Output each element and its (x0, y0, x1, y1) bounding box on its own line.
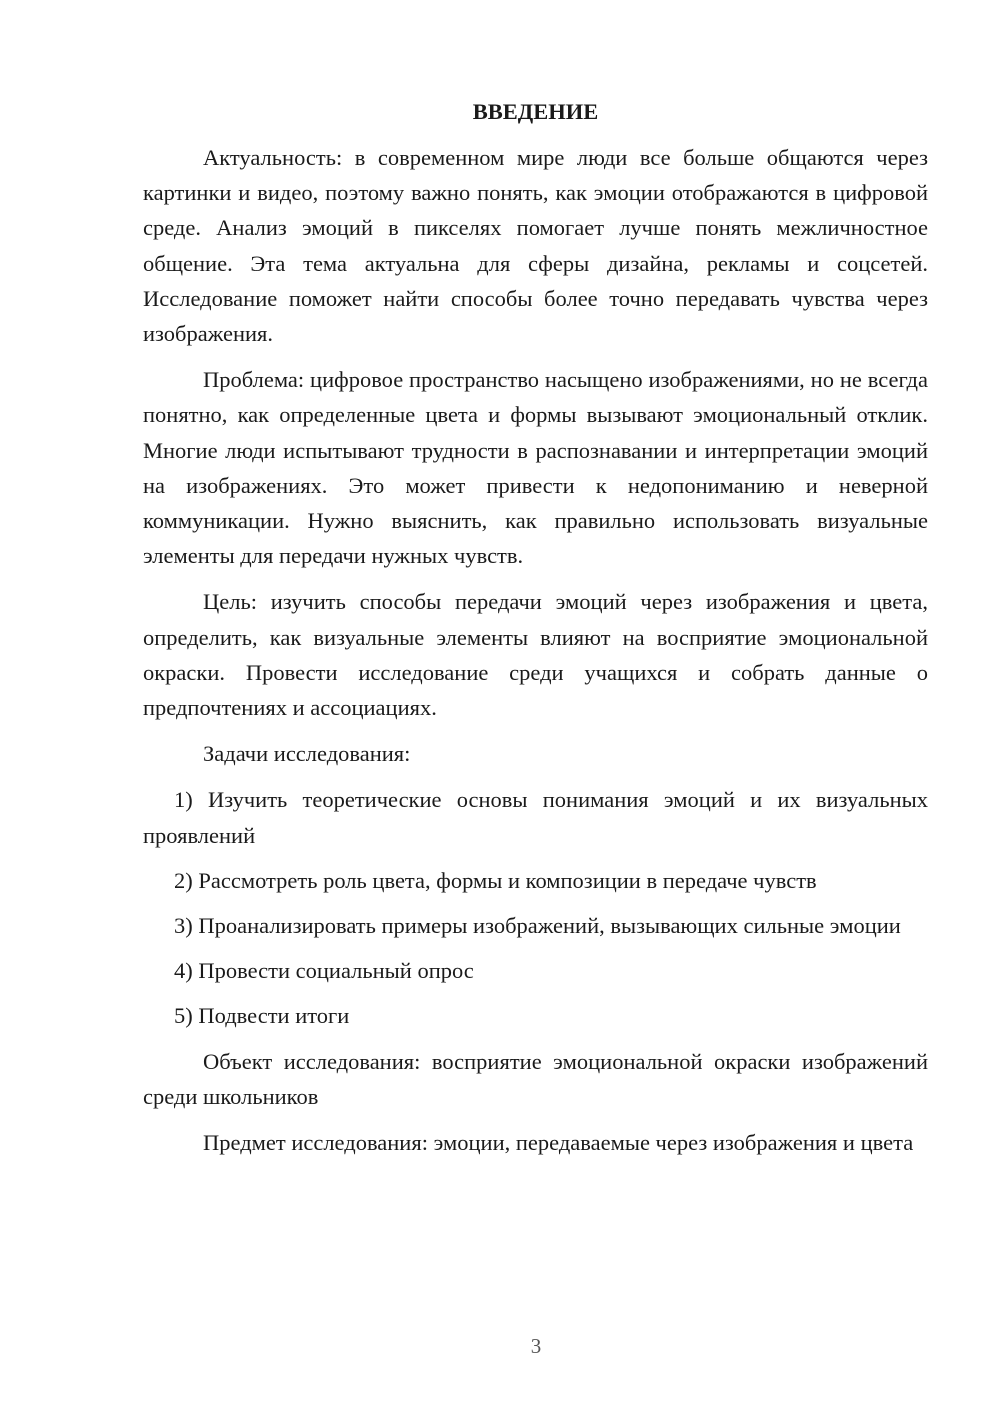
page-number: 3 (530, 1334, 542, 1358)
section-heading: ВВЕДЕНИЕ (472, 99, 599, 124)
problem-paragraph: Проблема: цифровое пространство насыщено изображениями, но не всегда понятно, как определенные цвета и формы вызывают эмоциональный отклик. Многие люди испытывают трудности в распознавании и интерпретации эмоций на изображениях. Это может привести к недопониманию и неверной коммуникации. Нужно выяснить, как правильно использовать визуальные элементы для передачи нужных чувств. (143, 367, 928, 569)
object-paragraph: Объект исследования: восприятие эмоциональной окраски изображений среди школьников (143, 1048, 928, 1109)
relevance-paragraph: Актуальность: в современном мире люди все больше общаются через картинки и видео, поэтому важно понять, как эмоции отображаются в цифровой среде. Анализ эмоций в пикселях помогает лучше понять межличностное общение. Эта тема актуальна для сферы дизайна, рекламы и соцсетей. Исследование поможет найти способы более точно передавать чувства через изображения. (143, 145, 928, 347)
tasks-list (143, 782, 928, 1033)
task-item: 2) Рассмотреть роль цвета, формы и композиции в передаче чувств (174, 867, 817, 893)
task-item: 3) Проанализировать примеры изображений, вызывающих сильные эмоции (174, 913, 901, 939)
subject-paragraph: Предмет исследования: эмоции, передаваемые через изображения и цвета (203, 1130, 914, 1156)
document-page (143, 94, 928, 1171)
task-item: 5) Подвести итоги (174, 1003, 350, 1029)
goal-paragraph: Цель: изучить способы передачи эмоций через изображения и цвета, определить, как визуальные элементы влияют на восприятие эмоциональной окраски. Провести исследование среди учащихся и собрать данные о предпочтениях и ассоциациях. (143, 589, 928, 721)
task-item: 4) Провести социальный опрос (174, 958, 474, 984)
task-item: 1) Изучить теоретические основы понимания эмоций и их визуальных проявлений (143, 787, 928, 848)
tasks-title: Задачи исследования: (203, 741, 411, 767)
